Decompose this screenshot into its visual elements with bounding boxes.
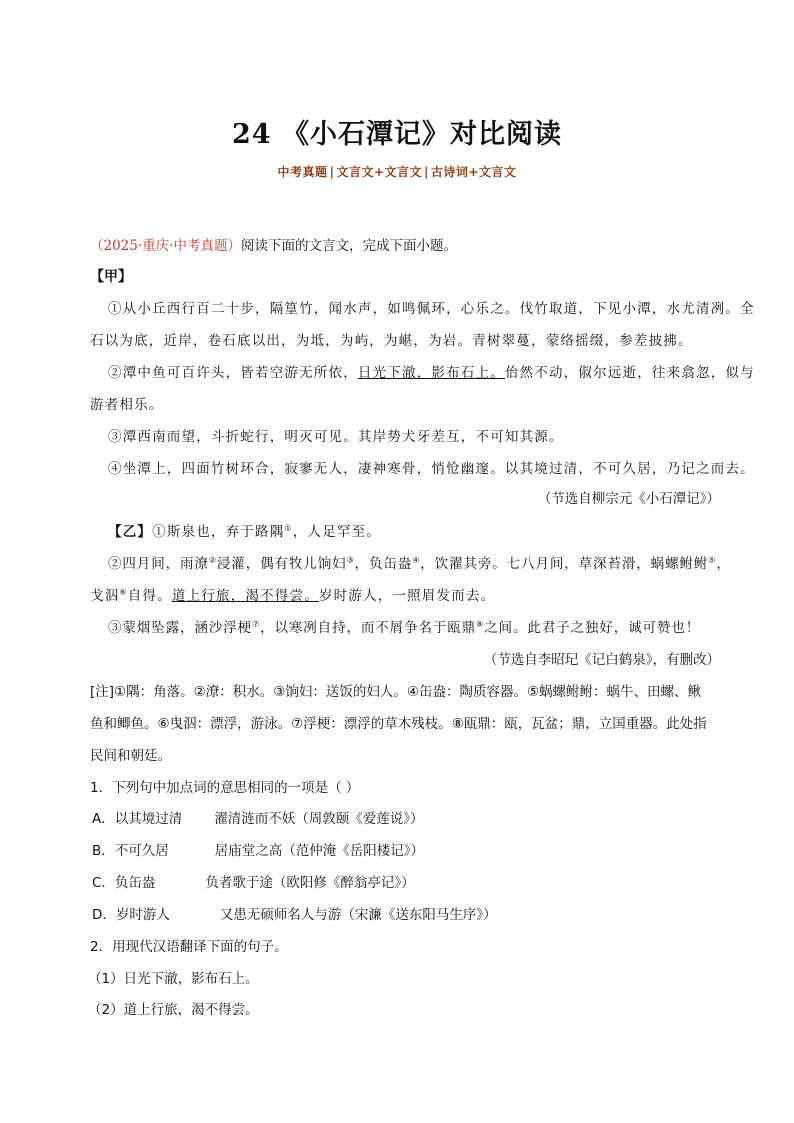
option-c[interactable]: C．负缶盎 负者歌于途（欧阳修《醉翁亭记》） xyxy=(92,875,415,891)
option-d[interactable]: D．岁时游人 又患无硕师名人与游（宋濂《送东阳马生序》） xyxy=(92,907,497,923)
notes-line1: [注]①隅：角落。②潦：积水。③饷妇：送饭的妇人。④缶盎：陶质容器。⑤蜗螺鲋鲋：蜗牛、田螺、鳅 xyxy=(90,684,702,700)
question-1-stem: 1．下列句中加点词的意思相同的一项是（ ） xyxy=(90,780,360,796)
tag-wenyan: 文言文+文言文 xyxy=(336,165,422,179)
question-2-sentence-2: （2）道上行旅，渴不得尝。 xyxy=(88,1002,259,1018)
option-a[interactable]: A．以其境过清 濯清涟而不妖（周敦颐《爱莲说》） xyxy=(92,811,424,827)
jia-source: （节选自柳宗元《小石潭记》） xyxy=(537,491,720,507)
notes-line2: 鱼和鲫鱼。⑥曳泅：漂浮，游泳。⑦浮梗：漂浮的草木残枝。⑧瓯鼎：瓯，瓦盆；鼎，立国重器。此处指 xyxy=(90,716,707,732)
notes-line3: 民间和朝廷。 xyxy=(90,748,171,764)
yi-source: （节选自李昭玘《记白鹤泉》，有删改） xyxy=(483,652,720,668)
jia-label: 【甲】 xyxy=(90,269,132,285)
jia-p1-line1: ①从小丘西行百二十步，隔篁竹，闻水声，如鸣佩环，心乐之。伐竹取道，下见小潭，水尤清冽。全 xyxy=(108,301,755,317)
yi-label: 【乙】 xyxy=(108,524,153,540)
question-2-stem: 2．用现代汉语翻译下面的句子。 xyxy=(90,939,288,955)
option-b[interactable]: B．不可久居 居庙堂之高（范仲淹《岳阳楼记》） xyxy=(92,843,425,859)
page-title: 24 《小石潭记》对比阅读 xyxy=(232,119,562,150)
jia-p1-line2: 石以为底，近岸，卷石底以出，为坻，为屿，为嵁，为岩。青树翠蔓，蒙络摇缀，参差披拂。 xyxy=(90,333,693,349)
jia-p3: ③潭西南而望，斗折蛇行，明灭可见。其岸势犬牙差互，不可知其源。 xyxy=(108,429,564,445)
yi-p3: ③蒙烟坠露，涵沙浮梗⑦，以寒冽自持，而不屑争名于瓯鼎⑧之间。此君子之独好，诚可赞也！ xyxy=(108,619,701,636)
jia-p4: ④坐潭上，四面竹树环合，寂寥无人，凄神寒骨，悄怆幽邃。以其境过清，不可久居，乃记之而去。 xyxy=(108,461,755,477)
tag-line: 中考真题 | 文言文+文言文 | 古诗词+文言文 xyxy=(277,165,517,179)
question-source: （2025·重庆·中考真题） xyxy=(90,238,241,254)
yi-p2-line2: 戈泅⑥自得。道上行旅，渴不得尝。岁时游人，一照眉发而去。 xyxy=(90,587,496,604)
underlined-sentence-1: 日光下澈，影布石上。 xyxy=(357,365,505,381)
yi-p2-line1: ②四月间，雨潦②浸灌，偶有牧儿饷妇③，负缶盎④，饮濯其旁。七八月间，草深苔滑，蜗螺鲋鲋⑤， xyxy=(108,555,731,572)
instruction: 阅读下面的文言文，完成下面小题。 xyxy=(240,238,457,254)
underlined-sentence-2: 道上行旅，渴不得尝。 xyxy=(171,588,319,604)
tag-poetry: 古诗词+文言文 xyxy=(430,165,517,179)
jia-p2-line1: ②潭中鱼可百许头，皆若空游无所依，日光下澈，影布石上。佁然不动，俶尔远逝，往来翕忽，似与 xyxy=(108,365,755,381)
tag-exam: 中考真题 xyxy=(277,165,328,179)
yi-p1: 【乙】①斯泉也，弃于路隅①，人足罕至。 xyxy=(108,523,381,540)
intro-line xyxy=(90,236,726,256)
question-2-sentence-1: （1）日光下澈，影布石上。 xyxy=(88,971,259,987)
jia-p2-line2: 游者相乐。 xyxy=(90,397,164,413)
